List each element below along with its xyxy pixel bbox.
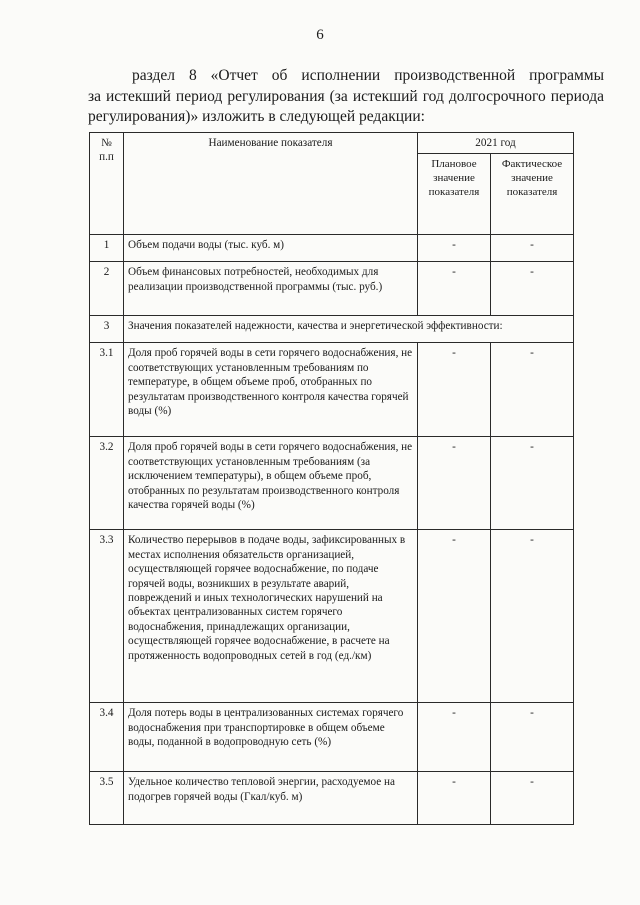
row-name: Количество перерывов в подаче воды, зафиксированных в местах исполнения обязательств организацией, осуществляющей горячее водоснабжение, по подаче горячей воды, возникших в результате аварий, повреждений и иных технологических нарушений на объектах централизованных систем горячего водоснабжения, принадлежащих организации, осуществляющей горячее водоснабжение, в расчете на протяженность водопроводных сетей в год (ед./км)	[124, 530, 418, 703]
production-program-report-table	[89, 132, 574, 825]
header-year: 2021 год	[418, 133, 574, 154]
header-num: № п.п	[90, 133, 124, 235]
row-name: Доля проб горячей воды в сети горячего водоснабжения, не соответствующих установленным требованиям (за исключением температуры), в общем объеме проб, отобранных по результатам производственного контроля качества горячей воды (%)	[124, 437, 418, 530]
row-plan: -	[418, 235, 491, 262]
row-plan: -	[418, 437, 491, 530]
row-num: 3.5	[90, 772, 124, 825]
row-name: Удельное количество тепловой энергии, расходуемое на подогрев горячей воды (Гкал/куб. м)	[124, 772, 418, 825]
row-plan: -	[418, 262, 491, 316]
row-num: 3.1	[90, 343, 124, 437]
row-plan: -	[418, 530, 491, 703]
row-plan: -	[418, 772, 491, 825]
row-name: Объем финансовых потребностей, необходимых для реализации производственной программы (тыс. руб.)	[124, 262, 418, 316]
header-fact: Фактическое значение показателя	[491, 154, 574, 235]
row-fact: -	[491, 262, 574, 316]
row-fact: -	[491, 703, 574, 772]
row-num: 3.3	[90, 530, 124, 703]
intro-line-1: раздел 8 «Отчет об исполнении производственной программы	[132, 67, 604, 84]
row-num: 3.4	[90, 703, 124, 772]
header-name: Наименование показателя	[124, 133, 418, 235]
table-row	[90, 437, 574, 530]
intro-paragraph	[88, 66, 604, 128]
row-name: Доля потерь воды в централизованных системах горячего водоснабжения при транспортировке в общем объеме воды, поданной в водопроводную сеть (%)	[124, 703, 418, 772]
row-name: Доля проб горячей воды в сети горячего водоснабжения, не соответствующих установленным требованиям по температуре, в общем объеме проб, отобранных по результатам производственного контроля качества горячей воды (%)	[124, 343, 418, 437]
table-row	[90, 772, 574, 825]
table-row	[90, 343, 574, 437]
table-row	[90, 235, 574, 262]
page-number: 6	[316, 27, 324, 43]
row-fact: -	[491, 343, 574, 437]
row-fact: -	[491, 530, 574, 703]
section-title: Значения показателей надежности, качества и энергетической эффективности:	[124, 316, 574, 343]
row-num: 3.2	[90, 437, 124, 530]
row-fact: -	[491, 235, 574, 262]
row-num: 1	[90, 235, 124, 262]
row-num: 2	[90, 262, 124, 316]
table-section-row	[90, 316, 574, 343]
table-row	[90, 530, 574, 703]
row-fact: -	[491, 772, 574, 825]
table-row	[90, 703, 574, 772]
row-num: 3	[90, 316, 124, 343]
row-plan: -	[418, 703, 491, 772]
row-name: Объем подачи воды (тыс. куб. м)	[124, 235, 418, 262]
intro-line-2: за истекший период регулирования (за истекший год долгосрочного периода регулирования)» изложить в следующей редакции:	[88, 87, 604, 125]
row-fact: -	[491, 437, 574, 530]
table-row	[90, 262, 574, 316]
row-plan: -	[418, 343, 491, 437]
table-header-row	[90, 133, 574, 154]
header-plan: Плановое значение показателя	[418, 154, 491, 235]
